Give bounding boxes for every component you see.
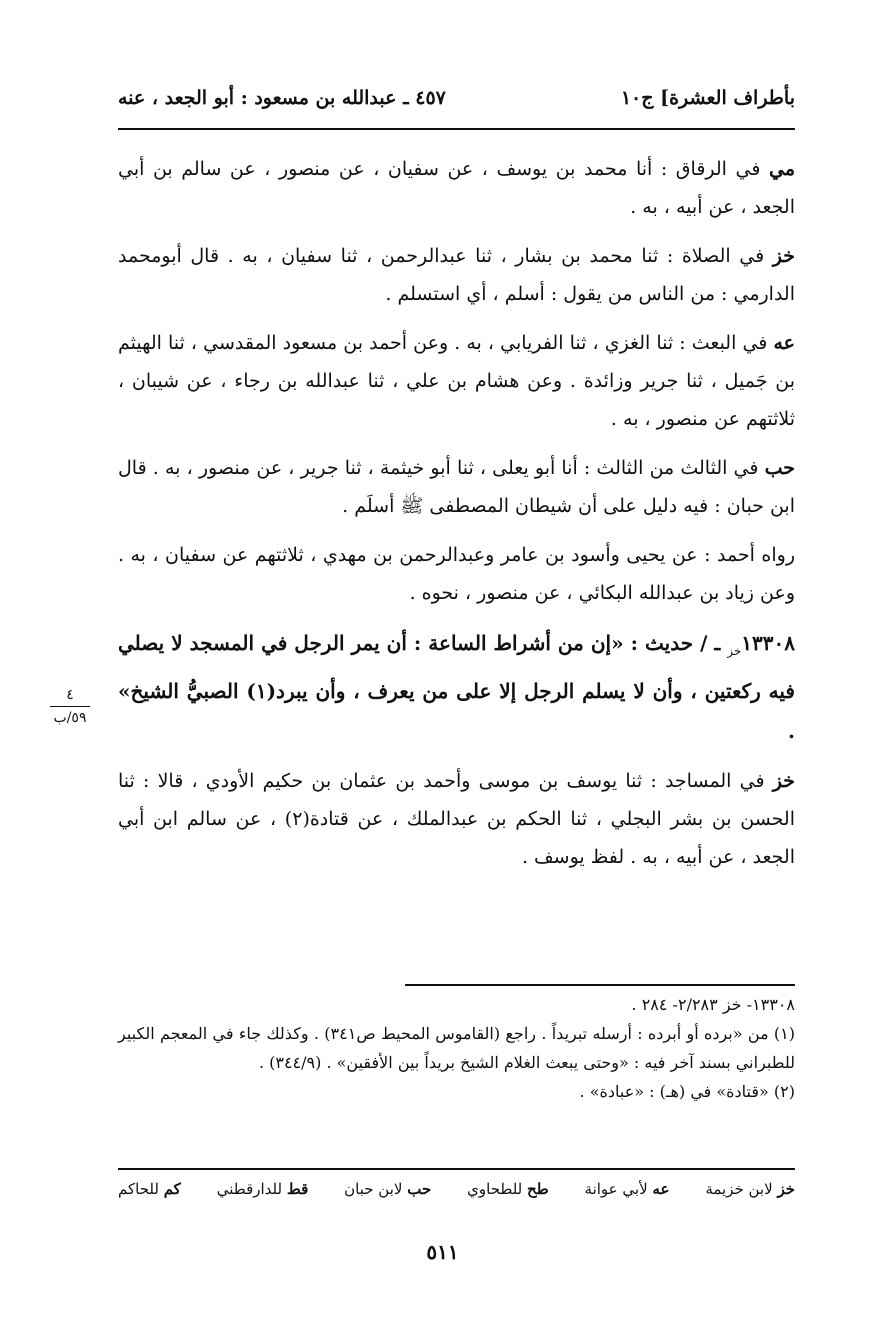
footnote: ١٣٣٠٨- خز ٢/٢٨٣- ٢٨٤ . [631,995,795,1014]
source-code: حب [764,457,795,479]
abbreviation-item: خز لابن خزيمة [705,1180,795,1198]
hadith-code: خز [727,644,742,658]
margin-divider [50,706,90,707]
paragraph-text: رواه أحمد : عن يحيى وأسود بن عامر وعبدالرحمن بن مهدي ، ثلاثتهم عن سفيان ، به . وعن زياد بن عبدالله البكائي ، عن منصور ، نحوه . [118,544,795,604]
paragraph-text: في الصلاة : ثنا محمد بن بشار ، ثنا عبدالرحمن ، ثنا سفيان ، به . قال أبومحمد الدارمي : من الناس من يقول : أسلم ، أي استسلم . [118,245,795,305]
main-text [118,150,795,887]
header-rule [118,128,795,130]
footnotes [118,984,795,1106]
paragraph [118,150,795,226]
margin-volume: ٤ [66,687,74,703]
margin-reference [40,686,100,727]
hadith-text: ـ / حديث : «إن من أشراط الساعة : أن يمر الرجل في المسجد لا يصلي فيه ركعتين ، وأن لا يسلم الرجل إلا على من يعرف ، وأن يبرد(١) الصبيُّ الشيخ» . [118,631,795,743]
footnote: (١) من «برده أو أبرده : أرسله تبريداً . راجع (القاموس المحيط ص٣٤١) . وكذلك جاء في المعجم الكبير للطبراني بسند آخر فيه : «وحتى يبعث الغلام الشيخ بريداً بين الأفقين» . (٣٤٤/٩) . [118,1024,796,1072]
margin-folio: ٥٩/ب [53,710,87,726]
abbreviation-item: قط للدارقطني [216,1180,309,1198]
paragraph [118,449,795,525]
hadith-entry [118,623,795,751]
footnote-rule [405,984,795,986]
paragraph-text: في الرقاق : أنا محمد بن يوسف ، عن سفيان ، عن منصور ، عن سالم بن أبي الجعد ، عن أبيه ، به . [118,158,795,218]
paragraph [118,536,795,612]
hadith-number: ١٣٣٠٨ [741,631,795,655]
header-book-title: بأطراف العشرة] ج١٠ [620,87,795,109]
abbreviation-item: كم للحاكم [118,1180,181,1198]
source-code: خز [772,770,795,792]
source-code: خز [772,245,795,267]
paragraph-text: في البعث : ثنا الغزي ، ثنا الفريابي ، به . وعن أحمد بن مسعود المقدسي ، ثنا الهيثم بن جَميل ، ثنا جرير وزائدة . وعن هشام بن علي ، ثنا عبدالله بن رجاء ، عن شيبان ، ثلاثتهم عن منصور ، به . [118,332,795,430]
source-code: مي [768,158,795,180]
footer-rule [118,1168,795,1170]
source-code: عه [773,332,795,354]
abbreviation-item: عه لأبي عوانة [584,1180,670,1198]
paragraph [118,762,795,876]
header-section-title: ٤٥٧ ـ عبدالله بن مسعود : أبو الجعد ، عنه [118,87,446,109]
abbreviation-item: حب لابن حبان [344,1180,432,1198]
page-header [118,78,795,118]
page-number: ٥١١ [426,1240,459,1264]
footnote: (٢) «قتادة» في (هـ) : «عبادة» . [579,1082,795,1101]
paragraph [118,237,795,313]
paragraph [118,324,795,438]
abbreviation-key [118,1180,795,1198]
abbreviation-item: طح للطحاوي [467,1180,549,1198]
paragraph-text: في الثالث من الثالث : أنا أبو يعلى ، ثنا أبو خيثمة ، ثنا جرير ، عن منصور ، به . قال ابن حبان : فيه دليل على أن شيطان المصطفى ﷺ أسلَم . [118,457,795,517]
paragraph-text: في المساجد : ثنا يوسف بن موسى وأحمد بن عثمان بن حكيم الأودي ، قالا : ثنا الحسن بن بشر البجلي ، ثنا الحكم بن عبدالملك ، عن قتادة(٢) ، عن سالم ابن أبي الجعد ، عن أبيه ، به . لفظ يوسف . [118,770,796,868]
